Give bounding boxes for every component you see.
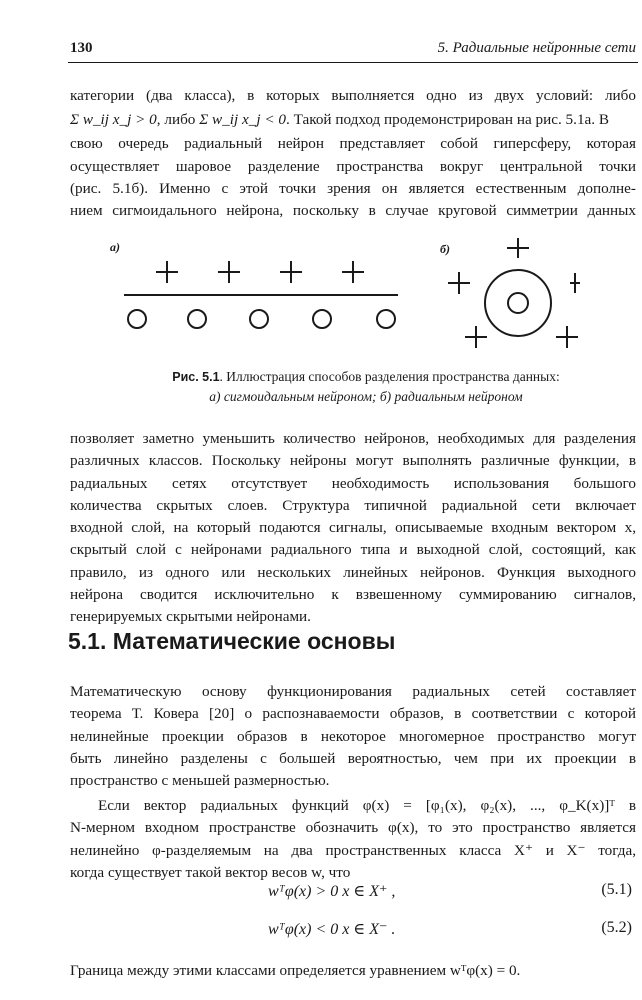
figure-drawing bbox=[110, 236, 580, 366]
text-line: (рис. 5.1б). Именно с этой точки зрения он является естественным дополне- bbox=[70, 179, 636, 197]
circle-sign bbox=[313, 310, 331, 328]
text-line: категории (два класса), в которых выполняется одно из двух условий: либо bbox=[70, 87, 636, 104]
text-line: теорема Т. Ковера [20] о распознаваемости образов, в соответствии с которой bbox=[70, 705, 636, 723]
header-rule bbox=[68, 62, 638, 63]
text-line: генерируемых скрытыми нейронами. bbox=[70, 608, 311, 626]
text-fragment: . Такой подход продемонстрирован на рис. 5.1а. В bbox=[285, 111, 610, 129]
text-line: правило, из одного или нескольких линейных нейронов. Функция выходного bbox=[70, 563, 636, 581]
caption-line bbox=[110, 367, 622, 387]
text-line: нелинейные проекции образов в некоторое многомерное пространство могут bbox=[70, 727, 636, 745]
text-line: нием сигмоидального нейрона, поскольку в случае круговой симметрии данных bbox=[70, 202, 636, 220]
text-line: нейрона сводится исключительно к взвешенному суммированию сигналов, bbox=[70, 586, 636, 604]
caption-text: . Иллюстрация способов разделения пространства данных: bbox=[219, 369, 560, 384]
figure-label-a: а) bbox=[110, 240, 120, 254]
text-line: нелинейно φ-разделяемым на два пространственных класса X⁺ и X⁻ тогда, bbox=[70, 841, 636, 859]
text-line: радиальных сетях отсутствует необходимость использования большого bbox=[70, 474, 636, 492]
text-line: пространство с меньшей размерностью. bbox=[70, 772, 330, 790]
running-head: 5. Радиальные нейронные сети bbox=[437, 40, 636, 56]
condition-positive: Σ w_ij x_j > 0 bbox=[70, 111, 157, 129]
text-line: позволяет заметно уменьшить количество нейронов, необходимых для разделения bbox=[70, 430, 636, 447]
text-line: Математическую основу функционирования радиальных сетей составляет bbox=[70, 683, 636, 700]
plus-sign bbox=[570, 273, 580, 293]
text-line: входной слой, на который подаются сигналы, описываемые входным вектором x, bbox=[70, 519, 636, 537]
text-line: скрытый слой с нейронами радиального типа и выходной слой, состоящий, как bbox=[70, 541, 636, 559]
text-line: свою очередь радиальный нейрон представляет собой гиперсферу, которая bbox=[70, 135, 636, 153]
plus-sign bbox=[507, 238, 529, 258]
caption-line: а) сигмоидальным нейроном; б) радиальным нейроном bbox=[209, 389, 523, 404]
text-line: быть линейно разделены с большей вероятностью, чем при их проекции в bbox=[70, 749, 636, 767]
equation-5-2 bbox=[70, 919, 636, 941]
equation-number: (5.1) bbox=[601, 881, 632, 898]
text-line: когда существует такой вектор весов w, что bbox=[70, 863, 351, 881]
circle-sign bbox=[377, 310, 395, 328]
figure-caption bbox=[110, 367, 622, 406]
figure-5-1 bbox=[110, 236, 580, 366]
equation-expression: wᵀφ(x) < 0 x ∈ X⁻ . bbox=[268, 921, 396, 938]
page-number: 130 bbox=[70, 40, 93, 56]
text-line: Если вектор радиальных функций φ(x) = [φ₁(x), φ₂(x), ..., φ_K(x)]ᵀ в bbox=[98, 797, 636, 814]
equation-expression: wᵀφ(x) > 0 x ∈ X⁺ , bbox=[268, 883, 396, 900]
text-line bbox=[70, 107, 636, 133]
equation-5-1 bbox=[70, 881, 636, 903]
closing-line: Граница между этими классами определяется уравнением wᵀφ(x) = 0. bbox=[70, 962, 521, 979]
circle-sign bbox=[188, 310, 206, 328]
intro-paragraph bbox=[70, 85, 636, 222]
plus-sign bbox=[280, 261, 302, 283]
plus-sign bbox=[156, 261, 178, 283]
condition-negative: Σ w_ij x_j < 0 bbox=[199, 111, 286, 129]
section-heading: 5.1. Математические основы bbox=[68, 628, 396, 654]
plus-sign bbox=[465, 326, 487, 348]
plus-sign bbox=[218, 261, 240, 283]
paragraph-3 bbox=[70, 681, 636, 792]
paragraph-2 bbox=[70, 428, 636, 629]
circle-sign bbox=[128, 310, 146, 328]
caption-title: Рис. 5.1 bbox=[172, 370, 220, 384]
plus-sign bbox=[556, 326, 578, 348]
circle-sign bbox=[250, 310, 268, 328]
text-line: осуществляет шаровое разделение пространства вокруг центральной точки bbox=[70, 157, 636, 175]
plus-sign bbox=[342, 261, 364, 283]
text-line: N-мерном входном пространстве обозначить φ(x), то это пространство является bbox=[70, 819, 636, 837]
hypersphere-boundary bbox=[485, 270, 551, 336]
equation-number: (5.2) bbox=[601, 919, 632, 936]
text-line: количества скрытых слоев. Структура типичной радиальной сети включает bbox=[70, 496, 636, 514]
paragraph-4 bbox=[70, 795, 636, 884]
circle-sign bbox=[508, 293, 528, 313]
figure-label-b: б) bbox=[440, 242, 450, 256]
text-line: различных классов. Поскольку нейроны могут выполнять различные функции, в bbox=[70, 452, 636, 470]
plus-sign bbox=[448, 272, 470, 294]
text-fragment: , либо bbox=[156, 111, 196, 129]
